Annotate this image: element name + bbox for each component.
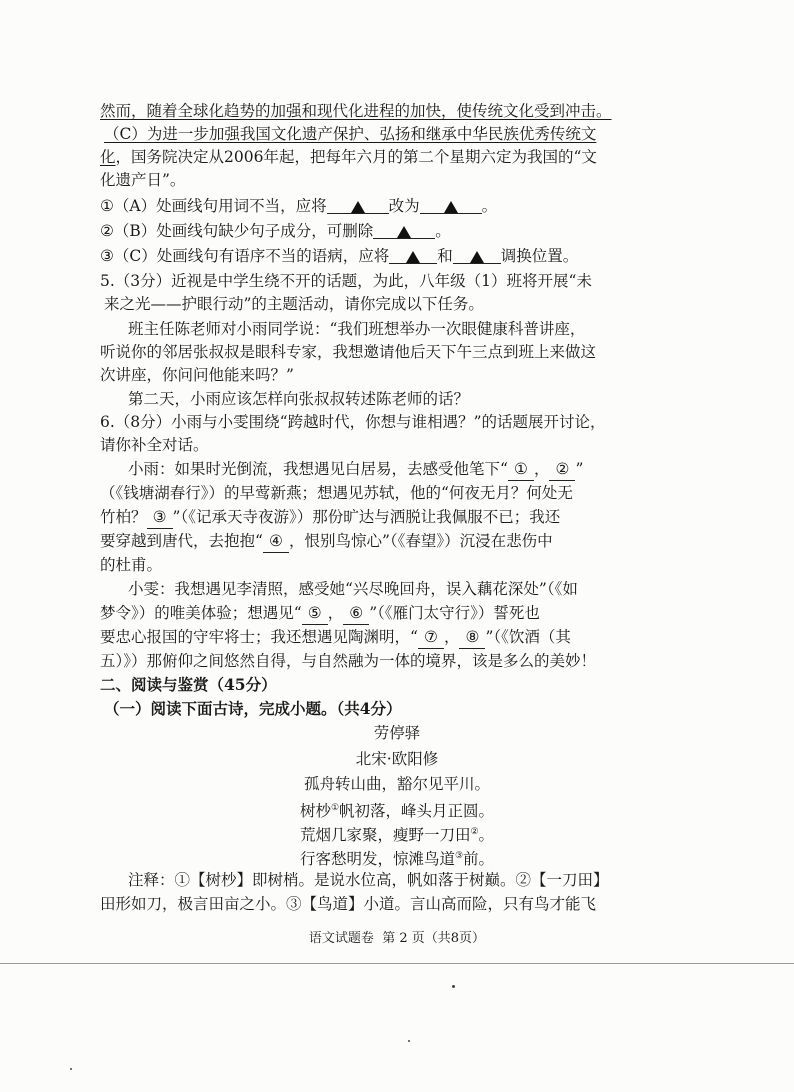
note-mark-2: ② [470,827,479,837]
blank-6[interactable]: ⑥ [343,602,369,625]
q6-yu-sep-1: ， [533,460,550,478]
para-line-4: 化遗产日”。 [100,171,186,189]
page-divider [0,963,794,964]
q4-item-2-text: ②（B）处画线句缺少句子成分，可删除 [100,222,374,240]
scan-speck [408,1040,410,1042]
scan-speck [70,1068,72,1070]
q6-wen-sep-2: ， [327,604,344,622]
q6-wen-text-3: 要忠心报国的守牢将士；我还想遇见陶渊明，“ [100,628,418,646]
triangle-icon [351,201,365,213]
q6-yu-text-4b: ，恨别鸟惊心”（《春望》）沉浸在悲伤中 [288,532,553,550]
q6-yu-line-3 [100,506,700,529]
blank-1[interactable]: ① [508,458,534,481]
notes-line-2: 田形如刀，极言田亩之小。③【鸟道】小道。言山高而险，只有鸟才能飞 [100,895,597,913]
para-line-3b: ，国务院决定从2006年起，把每年六月的第二个星期六定为我国的“文 [115,148,597,166]
answer-blank-b[interactable] [373,222,435,239]
poem-line-3 [0,821,794,846]
q6-yu-text-3b: ”（《记承天寺夜游》）那份旷达与洒脱让我佩服不已；我还 [172,508,561,526]
q6-wen-sep-3: ， [443,628,460,646]
q4-item-2 [100,220,700,242]
q6-wen-line-4: 五）》）那俯仰之间悠然自得，与自然融为一体的境界，该是多么的美妙！ [100,652,597,670]
answer-blank-c2[interactable] [453,247,501,264]
blank-7[interactable]: ⑦ [418,626,444,649]
triangle-icon [470,251,484,263]
q6-line-1: 6.（8分）小雨与小雯围绕“跨越时代，你想与谁相遇？”的话题展开讨论， [100,413,606,431]
q4-item-3-mid: 和 [437,247,453,265]
para-line-3 [100,146,700,168]
poem-line-2b: 帆初落，峰头月正圆。 [339,802,495,820]
q5-line-2: 来之光——护眼行动”的主题活动，请你完成以下任务。 [104,295,484,313]
poem-line-2 [0,797,794,822]
para-line-3a: 化 [100,148,116,166]
footer-page-total: 页（共8页） [411,931,486,946]
subsection-heading: （一）阅读下面古诗，完成小题。（共4分） [104,699,402,718]
poem-line-3b: 。 [478,826,495,844]
section-heading: 二、阅读与鉴赏（45分） [100,675,277,694]
blank-3[interactable]: ③ [147,506,173,529]
poem-line-2a: 树杪 [299,802,331,820]
scan-speck [452,985,455,988]
q6-line-2: 请你补全对话。 [100,436,209,454]
notes-line-1: 注释：①【树杪】即树梢。是说水位高，帆如落于树巅。②【一刀田】 [128,871,609,889]
q4-item-1 [100,195,700,217]
poem-line-1: 孤舟转山曲，豁尔见平川。 [303,775,490,793]
q5-line-4: 听说你的邻居张叔叔是眼科专家，我想邀请他后天下午三点到班上来做这 [100,343,597,361]
para-line-1: 然而，随着全球化趋势的加强和现代化进程的加快，使传统文化受到冲击。 [100,102,612,120]
q4-item-3 [100,245,700,267]
q6-yu-line-5: 的杜甫。 [100,556,163,574]
q6-yu-quote-1: ” [575,460,584,478]
q4-item-3-end: 调换位置。 [500,247,579,265]
q5-line-3: 班主任陈老师对小雨同学说：“我们班想举办一次眼健康科普讲座， [128,320,586,338]
poem-line-4a: 行客愁明发，惊滩鸟道 [299,850,455,868]
q6-yu-line-2: （《钱塘湖春行》）的早莺新燕；想遇见苏轼，他的“何夜无月？何处无 [100,484,573,502]
q6-yu-line-4 [100,530,700,553]
note-mark-1: ① [330,803,340,813]
blank-4[interactable]: ④ [263,530,289,553]
q6-yu-text-4: 要穿越到唐代，去抱抱“ [100,532,263,550]
q4-item-3-text: ③（C）处画线句有语序不当的语病，应将 [100,247,390,265]
triangle-icon [397,226,411,238]
q6-wen-text-2c: ”（《雁门太守行》）誓死也 [369,604,540,622]
q6-yu-line-1 [128,458,728,481]
q5-line-5: 次讲座，你问问他能来吗？” [100,366,294,384]
answer-blank-a1[interactable] [327,197,389,214]
para-line-2: （C）为进一步加强我国文化遗产保护、弘扬和继承中华民族优秀传统文 [104,125,597,143]
poem-line-4 [0,845,794,870]
triangle-icon [406,251,420,263]
poem-line-4b: 前。 [463,850,495,868]
footer-page-prefix: 第 [382,931,396,946]
q6-wen-line-3 [100,626,700,649]
q4-item-1-text: ①（A）处画线句用词不当，应将 [100,197,327,215]
footer-label: 语文试题卷 [308,931,374,946]
triangle-icon [444,201,458,213]
note-mark-3: ③ [454,851,464,861]
q6-yu-text-3: 竹柏？ [100,508,147,526]
q6-wen-text-3c: ”（《饮酒（其 [485,628,571,646]
q4-item-1-end: 。 [481,197,498,215]
q4-item-1-mid: 改为 [388,197,420,215]
blank-2[interactable]: ② [549,458,575,481]
q4-item-2-end: 。 [435,222,451,240]
poem-line-3a: 荒烟几家聚，瘦野一刀田 [299,826,471,844]
q5-line-1: 5.（3分）近视是中学生绕不开的话题，为此，八年级（1）班将开展“未 [100,272,592,290]
poem-title: 劳停驿 [373,724,421,742]
q5-question: 第二天，小雨应该怎样向张叔叔转述陈老师的话？ [128,390,470,408]
footer-page-number: 2 [399,931,408,946]
q6-yu-text-1: 小雨：如果时光倒流，我想遇见白居易，去感受他笔下“ [128,460,508,478]
q6-wen-text-2: 梦令》）的唯美体验；想遇见“ [100,604,302,622]
q6-wen-line-2 [100,602,700,625]
blank-8[interactable]: ⑧ [459,626,485,649]
page-footer [0,928,794,950]
answer-blank-a2[interactable] [420,197,482,214]
q6-wen-line-1: 小雯：我想遇见李清照，感受她“兴尽晚回舟，误入藕花深处”（《如 [128,580,578,598]
poem-author: 北宋·欧阳修 [355,750,439,768]
blank-5[interactable]: ⑤ [302,602,328,625]
answer-blank-c1[interactable] [389,247,437,264]
